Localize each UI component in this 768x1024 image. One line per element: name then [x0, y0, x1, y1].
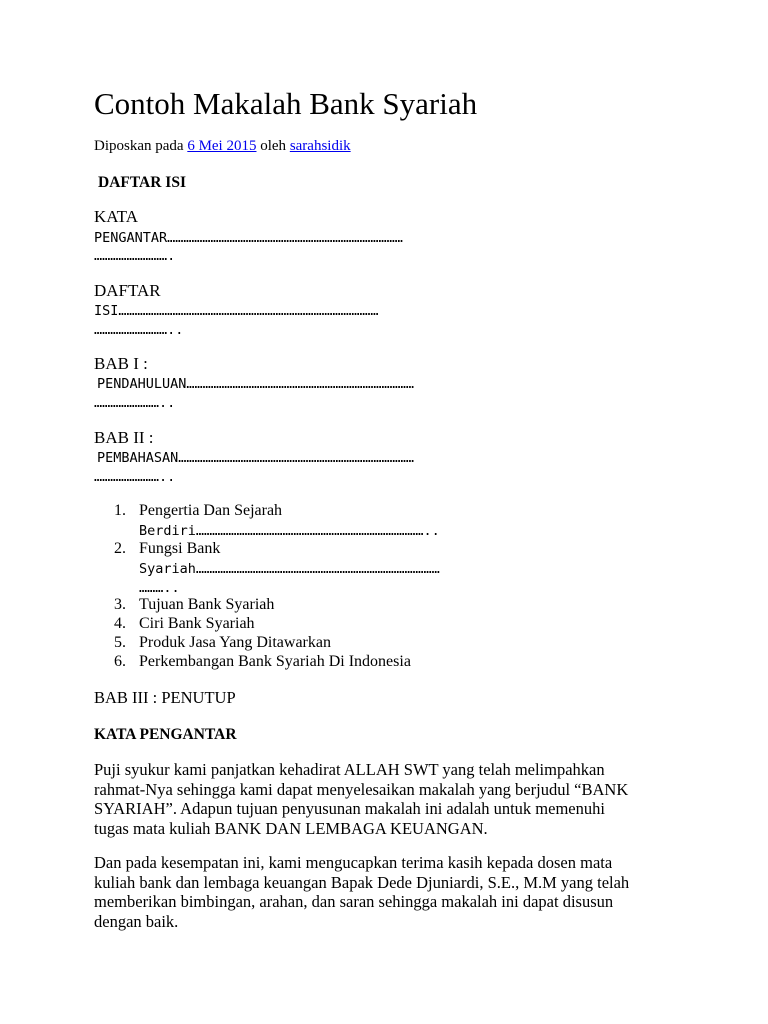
toc-entry-bab1: BAB I :	[94, 354, 148, 373]
daftar-isi-heading: DAFTAR ISI	[98, 174, 186, 191]
page-title: Contoh Makalah Bank Syariah	[94, 86, 478, 121]
list-item-sub: Berdiri…………………………………………………………………………..	[139, 523, 440, 539]
meta-prefix: Diposkan pada	[94, 138, 184, 154]
toc-entry-kata-dots: ……………………….	[94, 248, 176, 264]
toc-entry-bab3: BAB III : PENUTUP	[94, 688, 236, 707]
post-meta	[94, 138, 351, 155]
toc-entry-bab2: BAB II :	[94, 428, 154, 447]
list-item-sub: Syariah………………………………………………………………………………	[139, 561, 440, 577]
list-item-number: 3.	[114, 596, 126, 613]
toc-entry-pembahasan: PEMBAHASAN……………………………………………………………………………	[97, 450, 414, 466]
list-item-text: Perkembangan Bank Syariah Di Indonesia	[139, 653, 411, 670]
toc-entry-kata: KATA	[94, 207, 138, 226]
list-item-text: Fungsi Bank	[139, 540, 221, 557]
toc-entry-daftar-isi: ISI……………………………………………………………………………………	[94, 303, 379, 319]
paragraph-line: SYARIAH”. Adapun tujuan penyusunan makalah ini adalah untuk memenuhi	[94, 799, 605, 818]
list-item-number: 1.	[114, 502, 126, 519]
paragraph-line: Dan pada kesempatan ini, kami mengucapkan terima kasih kepada dosen mata	[94, 853, 613, 872]
list-item-text: Pengertia Dan Sejarah	[139, 502, 283, 519]
kata-pengantar-heading: KATA PENGANTAR	[94, 726, 237, 743]
toc-entry-bab2-dots: ……………………..	[94, 469, 176, 485]
paragraph-intro	[94, 760, 684, 838]
author-link[interactable]: sarahsidik	[289, 138, 351, 154]
list-item-text: Produk Jasa Yang Ditawarkan	[139, 634, 331, 651]
toc-entry-bab1-dots: ……………………..	[94, 395, 176, 411]
toc-entry-kata-pengantar: PENGANTAR……………………………………………………………………………	[94, 230, 403, 246]
list-item-number: 2.	[114, 540, 126, 557]
toc-entry-daftar-dots: ………………………..	[94, 322, 184, 338]
post-date-link[interactable]: 6 Mei 2015	[187, 138, 257, 154]
paragraph-line: dengan baik.	[94, 911, 179, 931]
list-item-number: 4.	[114, 615, 126, 632]
toc-entry-daftar: DAFTAR	[94, 281, 161, 300]
paragraph-line: Puji syukur kami panjatkan kehadirat ALLAH SWT yang telah melimpahkan	[94, 760, 605, 779]
list-item-text: Tujuan Bank Syariah	[139, 596, 275, 613]
paragraph-line: rahmat-Nya sehingga kami dapat menyelesaikan makalah yang berjudul “BANK	[94, 779, 629, 799]
list-item-text: Ciri Bank Syariah	[139, 615, 255, 632]
toc-entry-pendahuluan: PENDAHULUAN…………………………………………………………………………	[97, 376, 414, 392]
paragraph-thanks	[94, 853, 684, 931]
list-item-sub-dots: ………..	[139, 580, 180, 596]
paragraph-line: tugas mata kuliah BANK DAN LEMBAGA KEUANGAN.	[94, 818, 488, 838]
list-item-number: 5.	[114, 634, 126, 651]
meta-by: oleh	[260, 138, 287, 154]
paragraph-line: memberikan bimbingan, arahan, dan saran sehingga makalah ini dapat disusun	[94, 892, 614, 911]
list-item-number: 6.	[114, 653, 126, 670]
paragraph-line: kuliah bank dan lembaga keuangan Bapak Dede Djuniardi, S.E., M.M yang telah	[94, 872, 630, 892]
